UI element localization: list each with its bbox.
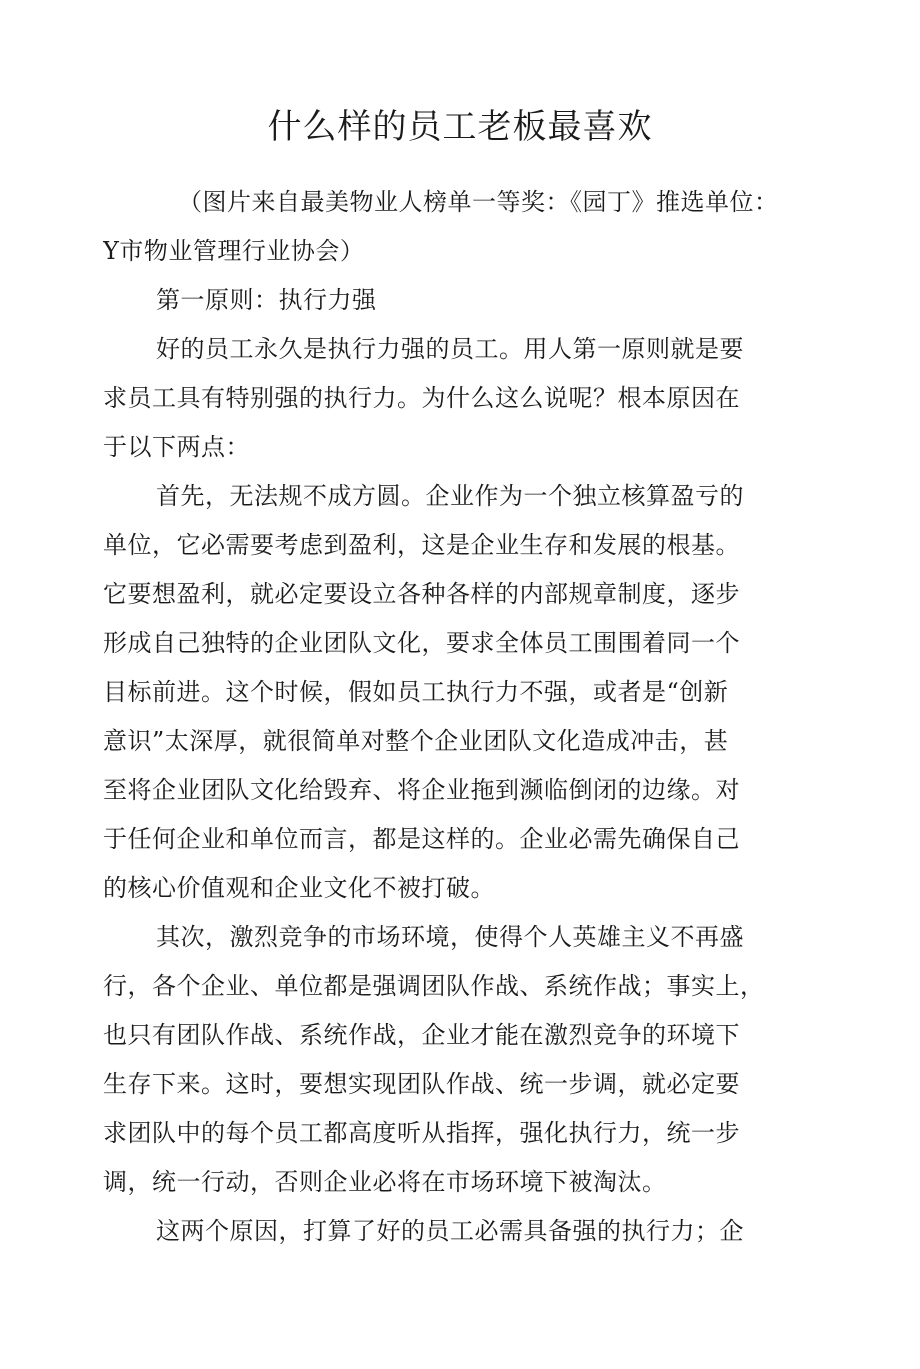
paragraph-line: 生存下来。这时，要想实现团队作战、统一步调，就必定要: [103, 1070, 740, 1098]
caption-line-1: （图片来自最美物业人榜单一等奖：《园丁》推选单位：: [178, 188, 779, 216]
paragraph-line: 行，各个企业、单位都是强调团队作战、系统作战；事实上，: [103, 972, 765, 1000]
paragraph-line: 首先，无法规不成方圆。企业作为一个独立核算盈亏的: [156, 482, 744, 510]
paragraph-line: 好的员工永久是执行力强的员工。用人第一原则就是要: [156, 335, 744, 363]
paragraph-line: 的核心价值观和企业文化不被打破。: [103, 874, 495, 902]
paragraph-line: 求团队中的每个员工都高度听从指挥，强化执行力，统一步: [103, 1119, 740, 1147]
paragraph-line: 调，统一行动，否则企业必将在市场环境下被淘汰。: [103, 1168, 667, 1196]
paragraph-line: 目标前进。这个时候，假如员工执行力不强，或者是“创新: [103, 678, 729, 706]
paragraph-line: 意识”太深厚，就很简单对整个企业团队文化造成冲击，甚: [103, 727, 729, 755]
document-title: 什么样的员工老板最喜欢: [267, 107, 653, 147]
section-heading: 第一原则：执行力强: [156, 286, 377, 314]
paragraph-line: 求员工具有特别强的执行力。为什么这么说呢？根本原因在: [103, 384, 740, 412]
paragraph-line: 这两个原因，打算了好的员工必需具备强的执行力；企: [156, 1217, 744, 1245]
paragraph-line: 其次，激烈竞争的市场环境，使得个人英雄主义不再盛: [156, 923, 744, 951]
paragraph-line: 它要想盈利，就必定要设立各种各样的内部规章制度，逐步: [103, 580, 740, 608]
paragraph-line: 形成自己独特的企业团队文化，要求全体员工围围着同一个: [103, 629, 740, 657]
document-body: [103, 178, 815, 1256]
caption-line-2: Y市物业管理行业协会）: [103, 237, 365, 265]
paragraph-line: 于以下两点：: [103, 433, 250, 461]
paragraph-line: 单位，它必需要考虑到盈利，这是企业生存和发展的根基。: [103, 531, 740, 559]
paragraph-line: 也只有团队作战、系统作战，企业才能在激烈竞争的环境下: [103, 1021, 740, 1049]
paragraph-line: 至将企业团队文化给毁弃、将企业拖到濒临倒闭的边缘。对: [103, 776, 740, 804]
paragraph-line: 于任何企业和单位而言，都是这样的。企业必需先确保自己: [103, 825, 740, 853]
